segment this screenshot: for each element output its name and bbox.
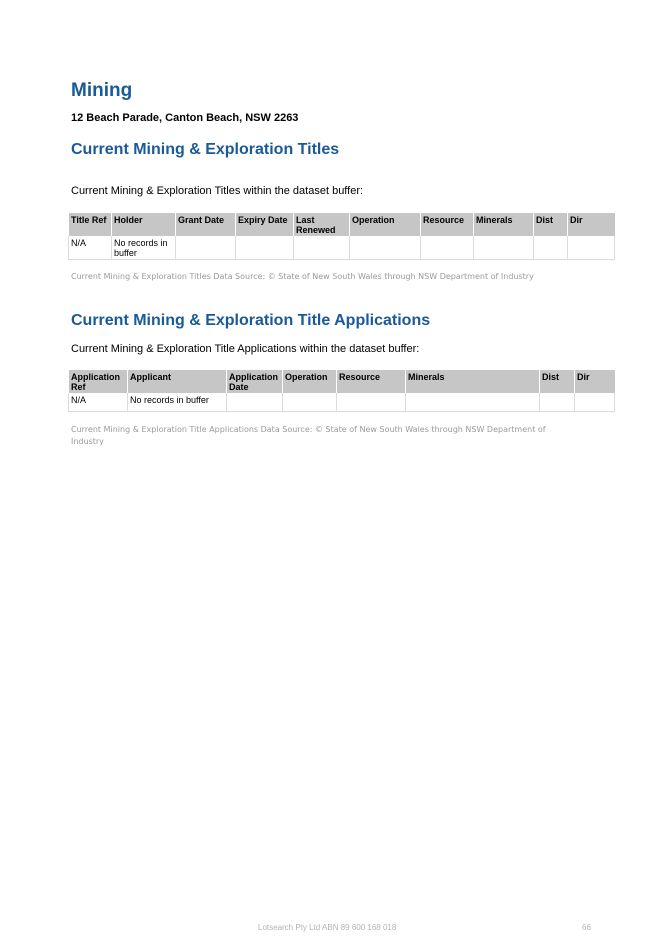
column-header: Operation <box>350 213 421 236</box>
titles-intro: Current Mining & Exploration Titles within the dataset buffer: <box>71 185 364 197</box>
table-row <box>69 236 615 260</box>
titles-heading: Current Mining & Exploration Titles <box>71 141 340 158</box>
table-cell <box>227 393 283 412</box>
table-cell <box>350 236 421 260</box>
column-header: Minerals <box>406 370 540 393</box>
table-cell <box>575 393 615 412</box>
table-cell: N/A <box>69 236 112 260</box>
table-cell <box>337 393 406 412</box>
table-row <box>69 393 615 412</box>
applications-heading: Current Mining & Exploration Title Applications <box>71 312 431 329</box>
table-cell: N/A <box>69 393 128 412</box>
titles-table <box>68 213 615 260</box>
table-cell: No records in buffer <box>112 236 176 260</box>
table-cell <box>568 236 615 260</box>
titles-source-note: Current Mining & Exploration Titles Data Source: © State of New South Wales through NSW Department of Industry <box>71 272 534 281</box>
column-header: Resource <box>421 213 474 236</box>
column-header: Application Date <box>227 370 283 393</box>
column-header: Applicant <box>128 370 227 393</box>
applications-source-note: Current Mining & Exploration Title Applications Data Source: © State of New South Wales through NSW Department of Industry <box>71 425 546 446</box>
column-header: Last Renewed <box>294 213 350 236</box>
column-header: Dir <box>575 370 615 393</box>
table-cell <box>534 236 568 260</box>
column-header: Minerals <box>474 213 534 236</box>
applications-intro: Current Mining & Exploration Title Applications within the dataset buffer: <box>71 343 420 355</box>
table-cell <box>421 236 474 260</box>
table-cell <box>540 393 575 412</box>
column-header: Grant Date <box>176 213 236 236</box>
column-header: Application Ref <box>69 370 128 393</box>
site-address: 12 Beach Parade, Canton Beach, NSW 2263 <box>71 112 299 124</box>
applications-table <box>68 370 615 412</box>
table-cell <box>283 393 337 412</box>
table-cell: No records in buffer <box>128 393 227 412</box>
column-header: Holder <box>112 213 176 236</box>
table-cell <box>236 236 294 260</box>
column-header: Operation <box>283 370 337 393</box>
table-cell <box>176 236 236 260</box>
table-cell <box>474 236 534 260</box>
page-number: 66 <box>582 923 591 932</box>
column-header: Expiry Date <box>236 213 294 236</box>
page-heading: Mining <box>71 80 133 101</box>
column-header: Dist <box>540 370 575 393</box>
table-cell <box>294 236 350 260</box>
table-cell <box>406 393 540 412</box>
footer-company: Lotsearch Pty Ltd ABN 89 600 168 018 <box>258 923 397 932</box>
applications-header-row <box>69 370 615 393</box>
column-header: Resource <box>337 370 406 393</box>
column-header: Dir <box>568 213 615 236</box>
titles-header-row <box>69 213 615 236</box>
column-header: Title Ref <box>69 213 112 236</box>
column-header: Dist <box>534 213 568 236</box>
